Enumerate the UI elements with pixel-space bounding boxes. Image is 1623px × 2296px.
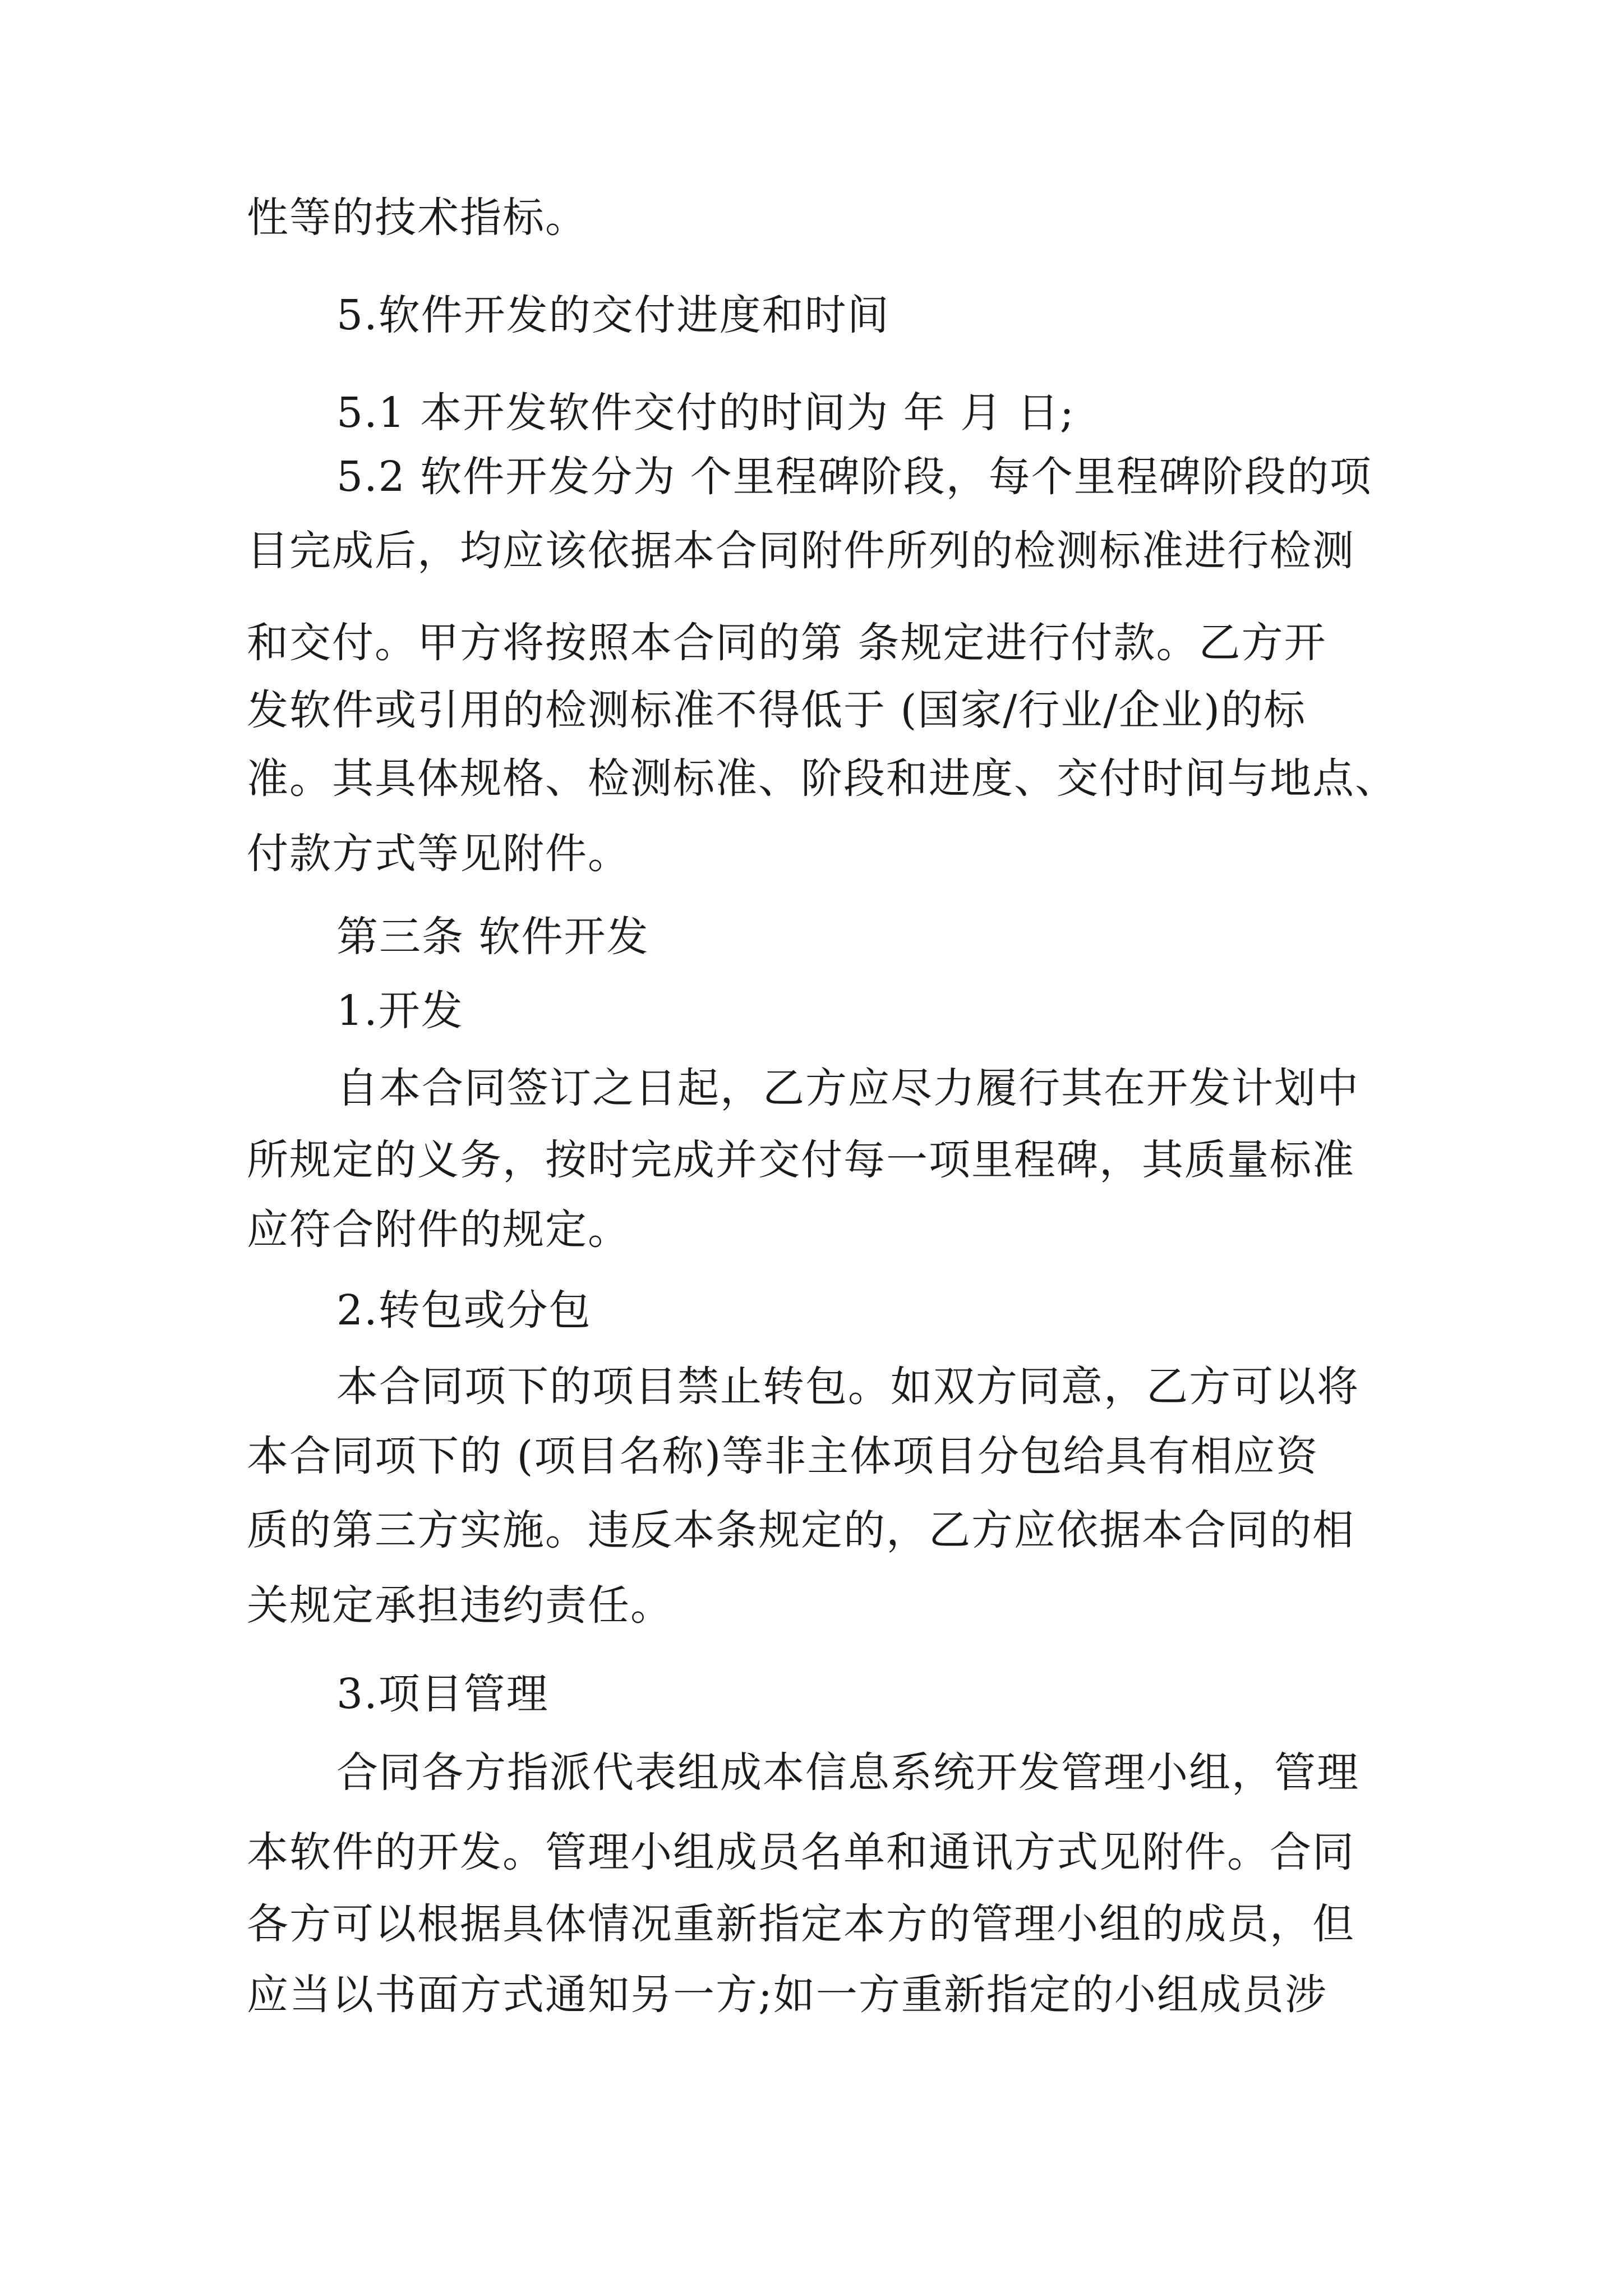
section-heading: 3.项目管理 xyxy=(336,1670,549,1718)
text-line: 本合同项下的 (项目名称)等非主体项目分包给具有相应资 xyxy=(247,1432,1319,1480)
text-line: 质的第三方实施。违反本条规定的，乙方应依据本合同的相 xyxy=(247,1506,1355,1554)
text-line: 合同各方指派代表组成本信息系统开发管理小组，管理 xyxy=(336,1749,1359,1797)
text-line: 各方可以根据具体情况重新指定本方的管理小组的成员，但 xyxy=(247,1900,1355,1948)
text-line: 发软件或引用的检测标准不得低于 (国家/行业/企业)的标 xyxy=(247,686,1307,734)
article-heading: 第三条 软件开发 xyxy=(336,913,649,961)
text-line: 和交付。甲方将按照本合同的第 条规定进行付款。乙方开 xyxy=(247,619,1327,667)
text-line: 准。其具体规格、检测标准、阶段和进度、交付时间与地点、 xyxy=(247,754,1398,803)
text-line: 自本合同签订之日起，乙方应尽力履行其在开发计划中 xyxy=(336,1064,1359,1112)
text-line: 所规定的义务，按时完成并交付每一项里程碑，其质量标准 xyxy=(247,1136,1355,1184)
text-line: 性等的技术指标。 xyxy=(247,194,588,242)
text-line: 5.1 本开发软件交付的时间为 年 月 日; xyxy=(336,389,1075,437)
section-heading: 1.开发 xyxy=(336,987,464,1035)
text-line: 应当以书面方式通知另一方;如一方重新指定的小组成员涉 xyxy=(247,1971,1327,2019)
section-heading: 2.转包或分包 xyxy=(336,1286,592,1335)
text-line: 目完成后，均应该依据本合同附件所列的检测标准进行检测 xyxy=(247,527,1355,575)
text-line: 5.2 软件开发分为 个里程碑阶段，每个里程碑阶段的项 xyxy=(336,453,1372,501)
text-line: 本合同项下的项目禁止转包。如双方同意，乙方可以将 xyxy=(336,1363,1359,1411)
text-line: 应符合附件的规定。 xyxy=(247,1205,630,1254)
text-line: 付款方式等见附件。 xyxy=(247,830,630,878)
text-line: 本软件的开发。管理小组成员名单和通讯方式见附件。合同 xyxy=(247,1828,1355,1876)
section-heading: 5.软件开发的交付进度和时间 xyxy=(336,291,890,339)
text-line: 关规定承担违约责任。 xyxy=(247,1581,673,1630)
